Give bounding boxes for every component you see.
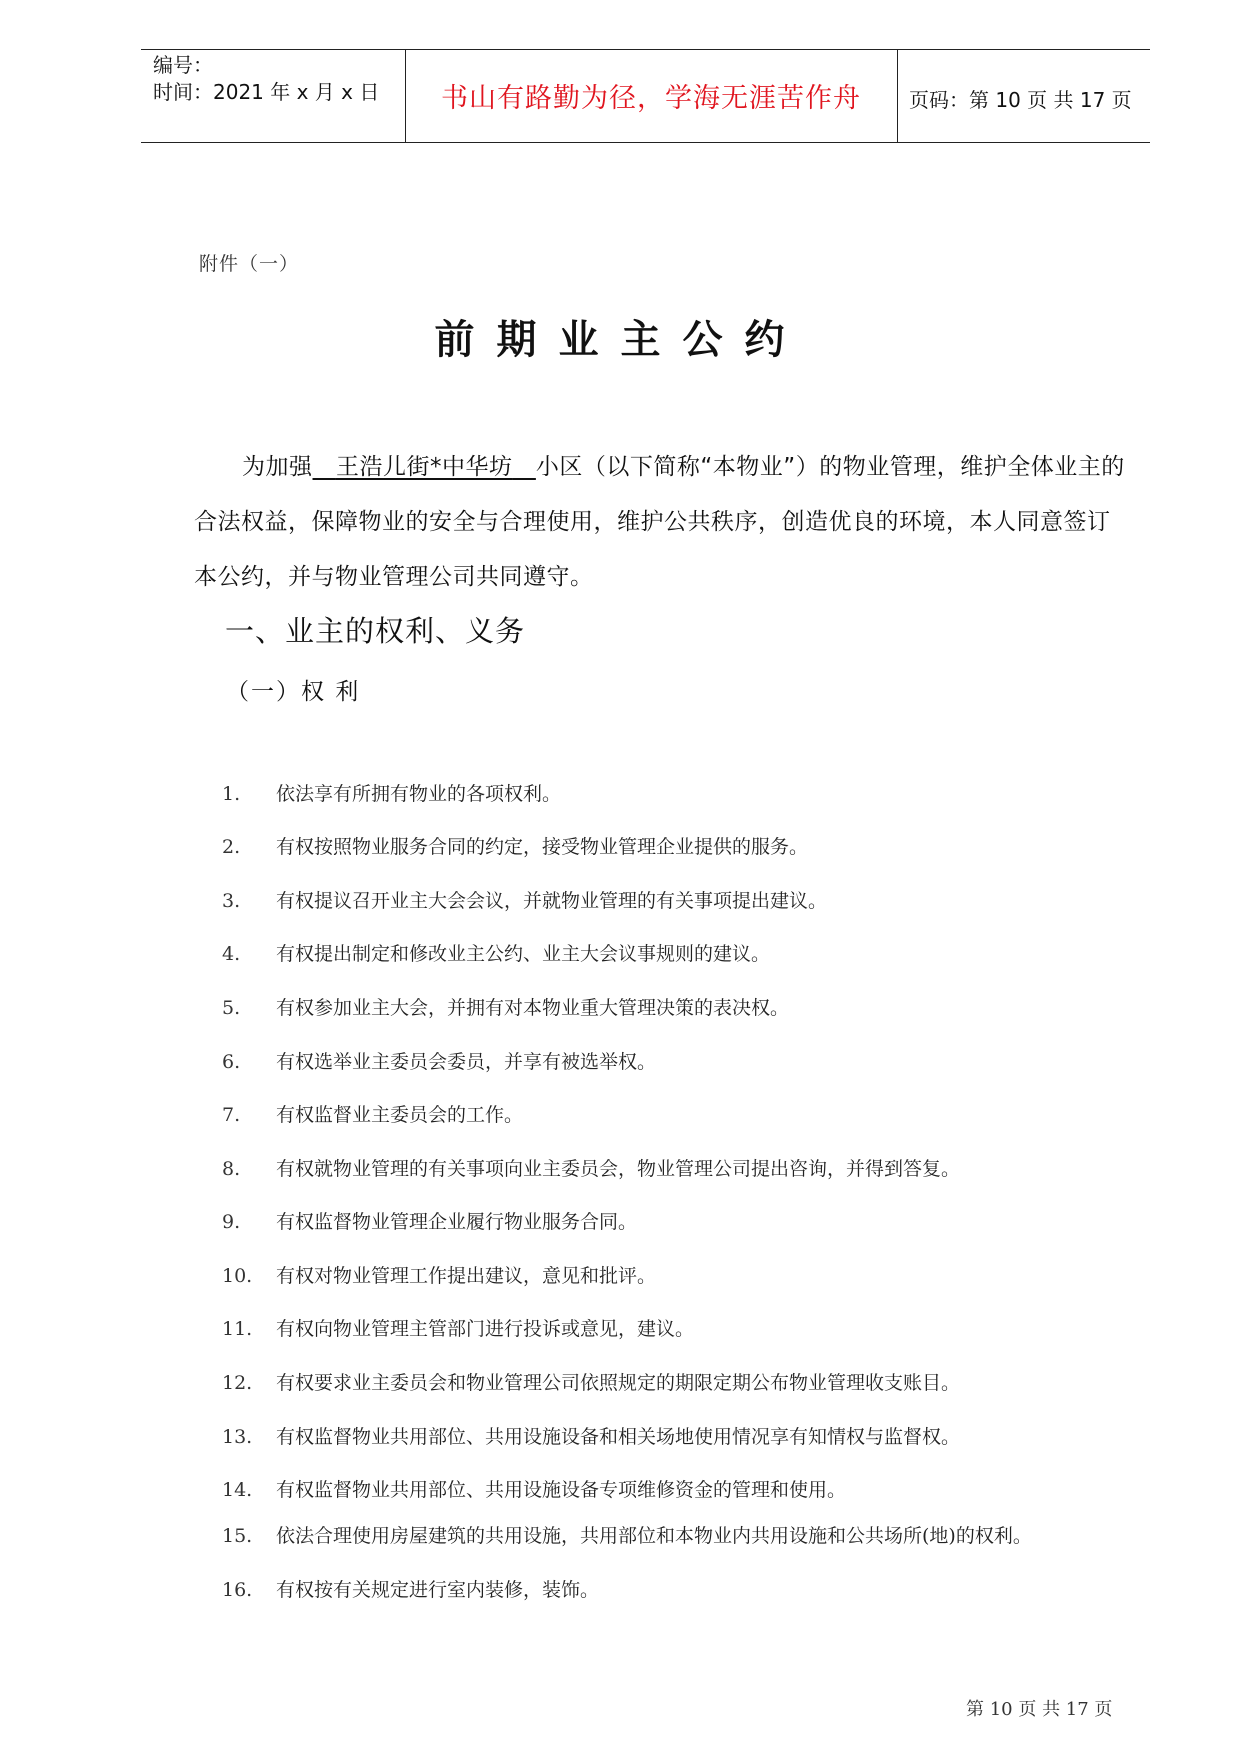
list-item: 4. 有权提出制定和修改业主公约、业主大会议事规则的建议。: [222, 943, 771, 965]
list-item: 10. 有权对物业管理工作提出建议，意见和批评。: [222, 1265, 657, 1287]
document-title: 前期业主公约: [434, 317, 807, 363]
header-bottom-rule: [141, 142, 1150, 143]
list-item: 7. 有权监督业主委员会的工作。: [222, 1104, 524, 1126]
list-item: 15. 依法合理使用房屋建筑的共用设施，共用部位和本物业内共用设施和公共场所(地)的权利。: [222, 1525, 1032, 1547]
header-divider-right: [897, 49, 898, 142]
list-item: 8. 有权就物业管理的有关事项向业主委员会，物业管理公司提出咨询，并得到答复。: [222, 1158, 961, 1180]
list-item: 12. 有权要求业主委员会和物业管理公司依照规定的期限定期公布物业管理收支账目。: [222, 1372, 961, 1394]
header-meta: [153, 52, 379, 106]
list-item: 11. 有权向物业管理主管部门进行投诉或意见，建议。: [222, 1318, 695, 1340]
section-heading: 一、业主的权利、义务: [225, 614, 526, 648]
intro-paragraph: [194, 440, 1130, 605]
intro-prefix: 为加强: [242, 454, 313, 480]
community-name: 王浩儿街*中华坊: [335, 454, 513, 480]
attachment-label: 附件（一）: [199, 253, 300, 275]
subsection-heading: （一）权 利: [226, 679, 361, 705]
list-item: 6. 有权选举业主委员会委员，并享有被选举权。: [222, 1051, 657, 1073]
list-item: 5. 有权参加业主大会，并拥有对本物业重大管理决策的表决权。: [222, 997, 790, 1019]
list-item: 14. 有权监督物业共用部位、共用设施设备专项维修资金的管理和使用。: [222, 1479, 847, 1501]
time-line: 时间：2021 年 x 月 x 日: [153, 80, 380, 104]
serial-label: 编号：: [153, 53, 213, 77]
list-item: 13. 有权监督物业共用部位、共用设施设备和相关场地使用情况享有知情权与监督权。: [222, 1426, 961, 1448]
list-item: 1. 依法享有所拥有物业的各项权利。: [222, 783, 562, 805]
list-item: 16. 有权按有关规定进行室内装修，装饰。: [222, 1579, 600, 1601]
header-top-rule: [141, 49, 1150, 50]
list-item: 2. 有权按照物业服务合同的约定，接受物业管理企业提供的服务。: [222, 836, 809, 858]
intro-body: 小区（以下简称“本物业”）的物业管理，维护全体业主的合法权益，保障物业的安全与合理使用，维护公共秩序，创造优良的环境，本人同意签订本公约，并与物业管理公司共同遵守。: [194, 454, 1125, 590]
list-item: 3. 有权提议召开业主大会会议，并就物业管理的有关事项提出建议。: [222, 890, 828, 912]
page-footer: 第 10 页 共 17 页: [966, 1699, 1113, 1720]
list-item: 9. 有权监督物业管理企业履行物业服务合同。: [222, 1211, 638, 1233]
header-page-info: 页码：第 10 页 共 17 页: [909, 88, 1132, 112]
header-motto: 书山有路勤为径，学海无涯苦作舟: [441, 83, 861, 114]
